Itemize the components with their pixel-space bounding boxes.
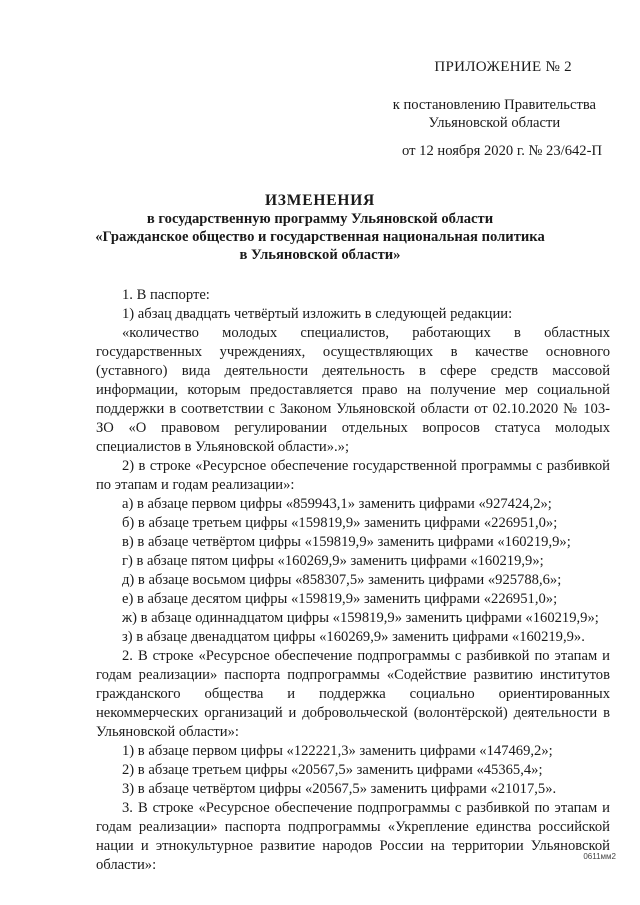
paragraph: ж) в абзаце одиннадцатом цифры «159819,9» заменить цифрами «160219,9»;: [122, 610, 599, 626]
resolution-date: от 12 ноября 2020 г. № 23/642-П: [402, 143, 602, 159]
paragraph: 2) в строке «Ресурсное обеспечение государственной программы с разбивкой по этапам и годам реализации»:: [96, 458, 610, 493]
document-body: [96, 286, 610, 875]
resolution-reference: [393, 96, 596, 132]
paragraph: 1. В паспорте:: [122, 287, 210, 303]
resolution-line-2: Ульяновской области: [428, 115, 561, 131]
title-line-3: в Ульяновской области»: [239, 247, 401, 263]
title-main: ИЗМЕНЕНИЯ: [264, 192, 376, 209]
title-line-1: в государственную программу Ульяновской области: [146, 211, 494, 227]
paragraph: в) в абзаце четвёртом цифры «159819,9» заменить цифрами «160219,9»;: [122, 534, 571, 550]
document-title: [90, 192, 550, 264]
paragraph: г) в абзаце пятом цифры «160269,9» заменить цифрами «160219,9»;: [122, 553, 544, 569]
paragraph: 3) в абзаце четвёртом цифры «20567,5» заменить цифрами «21017,5».: [122, 781, 557, 797]
paragraph: 1) абзац двадцать четвёртый изложить в следующей редакции:: [122, 306, 513, 322]
paragraph: б) в абзаце третьем цифры «159819,9» заменить цифрами «226951,0»;: [122, 515, 558, 531]
title-line-2: «Гражданское общество и государственная национальная политика: [95, 229, 545, 245]
paragraph: 1) в абзаце первом цифры «122221,3» заменить цифрами «147469,2»;: [122, 743, 553, 759]
document-code: 0611мм2: [583, 852, 616, 861]
paragraph: 2. В строке «Ресурсное обеспечение подпрограммы с разбивкой по этапам и годам реализации» паспорта подпрограммы «Содействие развитию институтов гражданского общества и поддержка социально ориентированных некоммерческих организаций и добровольческой (волонтёрской) деятельности в Ульяновской области»:: [96, 648, 610, 740]
paragraph: а) в абзаце первом цифры «859943,1» заменить цифрами «927424,2»;: [122, 496, 552, 512]
paragraph: «количество молодых специалистов, работающих в областных государственных учреждениях, осуществляющих в качестве основного (уставного) вида деятельности деятельность в сфере средств массовой информации, которым предоставляется право на получение мер социальной поддержки в соответствии с Законом Ульяновской области от 02.10.2020 № 103-ЗО «О правовом регулировании отдельных вопросов статуса молодых специалистов в Ульяновской области».»;: [96, 325, 610, 455]
appendix-label: ПРИЛОЖЕНИЕ № 2: [434, 59, 572, 75]
paragraph: д) в абзаце восьмом цифры «858307,5» заменить цифрами «925788,6»;: [122, 572, 562, 588]
paragraph: з) в абзаце двенадцатом цифры «160269,9» заменить цифрами «160219,9».: [122, 629, 585, 645]
paragraph: е) в абзаце десятом цифры «159819,9» заменить цифрами «226951,0»;: [122, 591, 558, 607]
paragraph: 2) в абзаце третьем цифры «20567,5» заменить цифрами «45365,4»;: [122, 762, 543, 778]
paragraph: 3. В строке «Ресурсное обеспечение подпрограммы с разбивкой по этапам и годам реализации» паспорта подпрограммы «Укрепление единства российской нации и этнокультурное развитие народов России на территории Ульяновской области»:: [96, 800, 610, 873]
resolution-line-1: к постановлению Правительства: [392, 97, 596, 113]
